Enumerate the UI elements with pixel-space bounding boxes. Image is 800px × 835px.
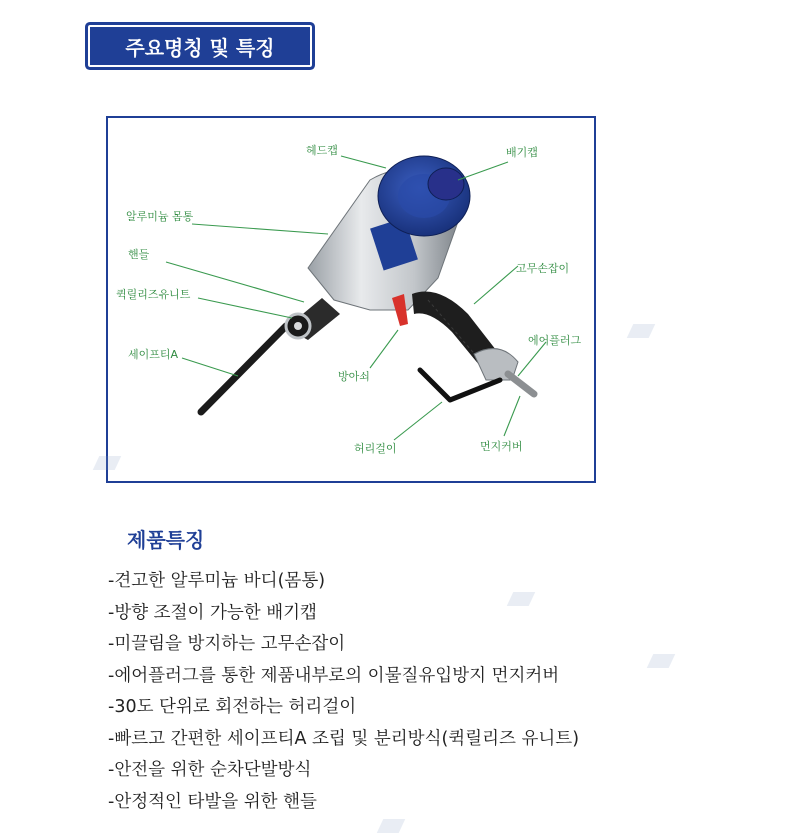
label-exhaust-cap: 배기캡 [506,146,538,159]
features-title: 제품특징 [127,528,205,552]
watermark-logo-icon [630,320,652,339]
label-belt-hook: 허리걸이 [354,442,397,455]
label-dust-cover: 먼지커버 [480,440,523,453]
exhaust-cap [428,168,464,200]
label-safety-a: 세이프티A [128,348,179,361]
watermark-logo-icon [96,452,118,471]
label-trigger: 방아쇠 [338,370,370,383]
list-item: -안전을 위한 순차단발방식 [108,760,312,780]
label-rubber-grip: 고무손잡이 [516,262,570,275]
safety-rod [201,326,286,412]
label-aluminum-body: 알루미늄 몸통 [126,210,194,223]
label-air-plug: 에어플러그 [528,334,582,347]
list-item: -30도 단위로 회전하는 허리걸이 [108,697,357,717]
label-head-cap: 헤드캡 [306,144,338,157]
list-item: -방향 조절이 가능한 배기캡 [108,602,317,623]
watermark-logo-icon [510,588,532,607]
list-item: -견고한 알루미늄 바디(몸통) [108,571,326,591]
section-title-button: 주요명칭 및 특징 [88,25,312,67]
nailer-illustration [108,118,594,481]
air-plug [508,374,534,394]
label-handle: 핸들 [128,248,150,261]
watermark-logo-icon [650,650,672,669]
product-diagram [106,116,596,483]
list-item: -에어플러그를 통한 제품내부로의 이물질유입방지 먼지커버 [108,665,560,686]
list-item: -빠르고 간편한 세이프티A 조립 및 분리방식(퀵릴리즈 유니트) [108,728,580,749]
label-quick-release-unit: 퀵릴리즈유니트 [116,288,191,301]
watermark-logo-icon [380,815,402,834]
list-item: -안정적인 타발을 위한 핸들 [108,791,317,812]
list-item: -미끌림을 방지하는 고무손잡이 [108,634,346,654]
